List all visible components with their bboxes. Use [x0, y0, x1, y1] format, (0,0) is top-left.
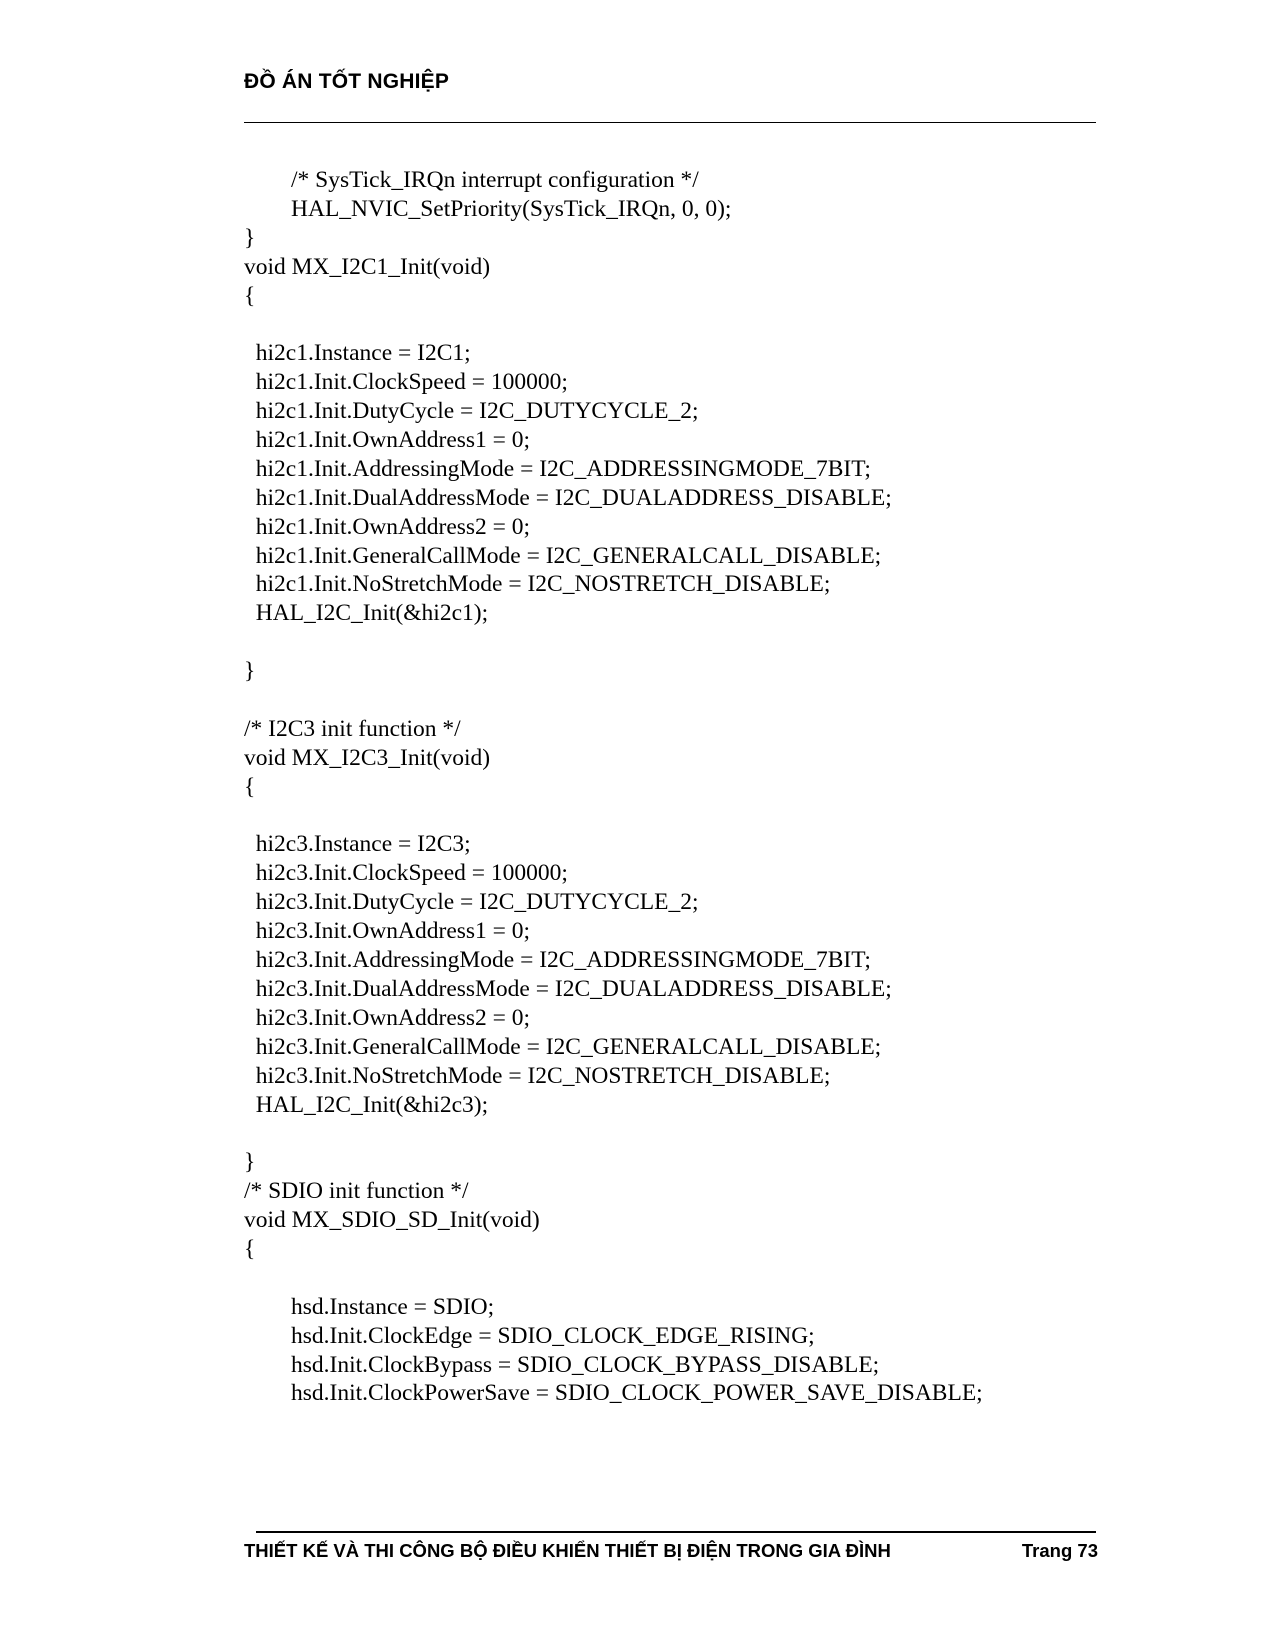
code-line: hi2c3.Init.DualAddressMode = I2C_DUALADDRESS_DISABLE;: [244, 975, 892, 1002]
code-line: void MX_I2C3_Init(void): [244, 744, 491, 771]
code-line: HAL_NVIC_SetPriority(SysTick_IRQn, 0, 0);: [244, 195, 732, 222]
code-line: hi2c3.Init.OwnAddress2 = 0;: [244, 1004, 531, 1031]
page-number: Trang 73: [1021, 1540, 1098, 1561]
code-line: [244, 1119, 1124, 1148]
code-line: hsd.Init.ClockEdge = SDIO_CLOCK_EDGE_RISING;: [244, 1322, 815, 1349]
code-line: /* SDIO init function */: [244, 1178, 469, 1205]
code-line: hi2c1.Init.ClockSpeed = 100000;: [244, 369, 568, 396]
code-line: hi2c1.Init.OwnAddress2 = 0;: [244, 513, 531, 540]
code-line: HAL_I2C_Init(&hi2c1);: [244, 600, 489, 627]
code-line: hi2c3.Instance = I2C3;: [244, 831, 471, 858]
code-line: hi2c1.Init.AddressingMode = I2C_ADDRESSINGMODE_7BIT;: [244, 455, 871, 482]
code-line: [244, 802, 1124, 831]
code-line: hi2c1.Init.OwnAddress1 = 0;: [244, 427, 531, 454]
code-line: hi2c1.Init.DualAddressMode = I2C_DUALADDRESS_DISABLE;: [244, 484, 892, 511]
code-line: hsd.Init.ClockPowerSave = SDIO_CLOCK_POWER_SAVE_DISABLE;: [244, 1380, 983, 1407]
code-line: }: [244, 1149, 256, 1176]
code-line: /* I2C3 init function */: [244, 715, 461, 742]
code-line: void MX_I2C1_Init(void): [244, 253, 491, 280]
code-line: hi2c3.Init.GeneralCallMode = I2C_GENERALCALL_DISABLE;: [244, 1033, 882, 1060]
code-line: hi2c1.Init.NoStretchMode = I2C_NOSTRETCH_DISABLE;: [244, 571, 831, 598]
code-line: }: [244, 224, 256, 251]
code-listing: [244, 166, 1124, 1408]
header-divider: [244, 122, 1096, 123]
code-line: hi2c3.Init.AddressingMode = I2C_ADDRESSINGMODE_7BIT;: [244, 947, 871, 974]
code-line: {: [244, 282, 256, 309]
code-line: {: [244, 773, 256, 800]
code-line: [244, 1264, 1124, 1293]
code-line: /* SysTick_IRQn interrupt configuration */: [244, 167, 699, 193]
code-line: hi2c1.Instance = I2C1;: [244, 340, 471, 367]
footer-divider: [256, 1531, 1096, 1533]
footer-title: THIẾT KẾ VÀ THI CÔNG BỘ ĐIỀU KHIỂN THIẾT BỊ ĐIỆN TRONG GIA ĐÌNH: [244, 1540, 891, 1561]
code-line: hi2c3.Init.ClockSpeed = 100000;: [244, 860, 568, 887]
code-line: hi2c1.Init.GeneralCallMode = I2C_GENERALCALL_DISABLE;: [244, 542, 882, 569]
code-line: HAL_I2C_Init(&hi2c3);: [244, 1091, 489, 1118]
code-line: hi2c3.Init.OwnAddress1 = 0;: [244, 918, 531, 945]
code-line: [244, 310, 1124, 339]
page-header-title: ĐỒ ÁN TỐT NGHIỆP: [244, 70, 450, 93]
code-line: hi2c3.Init.NoStretchMode = I2C_NOSTRETCH_DISABLE;: [244, 1062, 831, 1089]
code-line: void MX_SDIO_SD_Init(void): [244, 1207, 540, 1234]
code-line: {: [244, 1235, 256, 1262]
code-line: hi2c3.Init.DutyCycle = I2C_DUTYCYCLE_2;: [244, 889, 699, 916]
code-line: hi2c1.Init.DutyCycle = I2C_DUTYCYCLE_2;: [244, 398, 699, 425]
code-line: hsd.Init.ClockBypass = SDIO_CLOCK_BYPASS_DISABLE;: [244, 1351, 880, 1378]
code-line: }: [244, 658, 256, 685]
code-line: [244, 686, 1124, 715]
code-line: [244, 628, 1124, 657]
code-line: hsd.Instance = SDIO;: [244, 1293, 495, 1320]
